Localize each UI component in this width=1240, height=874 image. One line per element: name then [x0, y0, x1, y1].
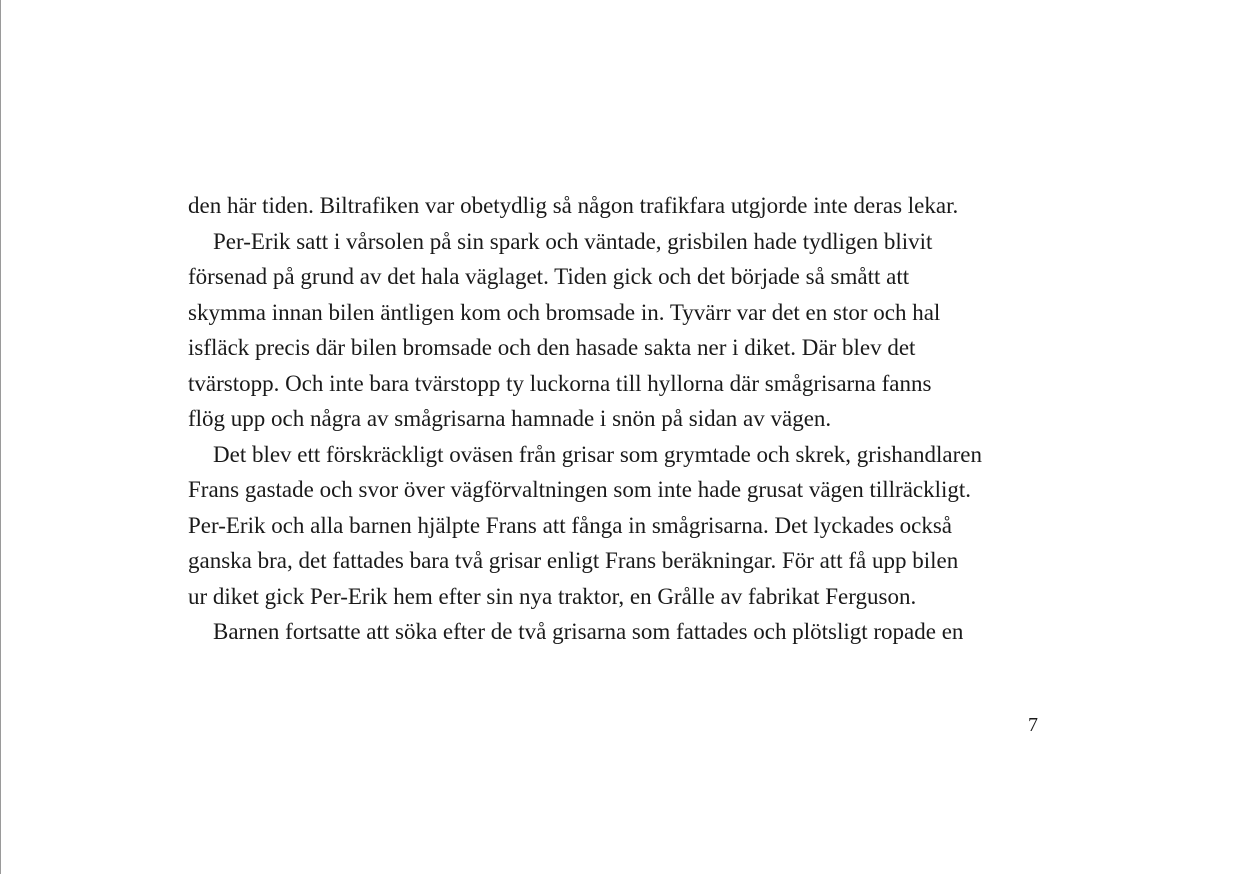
text-line: Per-Erik och alla barnen hjälpte Frans att fånga in smågrisarna. Det lyckades också: [188, 512, 953, 538]
page-number: 7: [1028, 714, 1038, 736]
page-edge: [0, 0, 1, 874]
text-line: skymma innan bilen äntligen kom och bromsade in. Tyvärr var det en stor och hal: [188, 299, 941, 325]
text-line: Per-Erik satt i vårsolen på sin spark och väntade, grisbilen hade tydligen blivit: [213, 228, 933, 254]
text-line: Barnen fortsatte att söka efter de två grisarna som fattades och plötsligt ropade en: [213, 619, 964, 644]
text-line: försenad på grund av det hala väglaget. Tiden gick och det började så smått att: [188, 264, 910, 289]
text-line: Frans gastade och svor över vägförvaltningen som inte hade grusat vägen tillräckligt.: [188, 477, 972, 502]
text-line: ganska bra, det fattades bara två grisar enligt Frans beräkningar. För att få upp bilen: [188, 548, 959, 573]
text-line: tvärstopp. Och inte bara tvärstopp ty luckorna till hyllorna där smågrisarna fanns: [188, 370, 932, 396]
text-line: isfläck precis där bilen bromsade och den hasade sakta ner i diket. Där blev det: [188, 335, 916, 360]
text-line: den här tiden. Biltrafiken var obetydlig så någon trafikfara utgjorde inte deras lekar.: [188, 193, 959, 218]
text-line: ur diket gick Per-Erik hem efter sin nya traktor, en Grålle av fabrikat Ferguson.: [188, 583, 917, 609]
text-line: flög upp och några av smågrisarna hamnade i snön på sidan av vägen.: [188, 406, 832, 431]
body-text: [188, 188, 1048, 650]
text-line: Det blev ett förskräckligt oväsen från grisar som grymtade och skrek, grishandlaren: [213, 441, 982, 467]
